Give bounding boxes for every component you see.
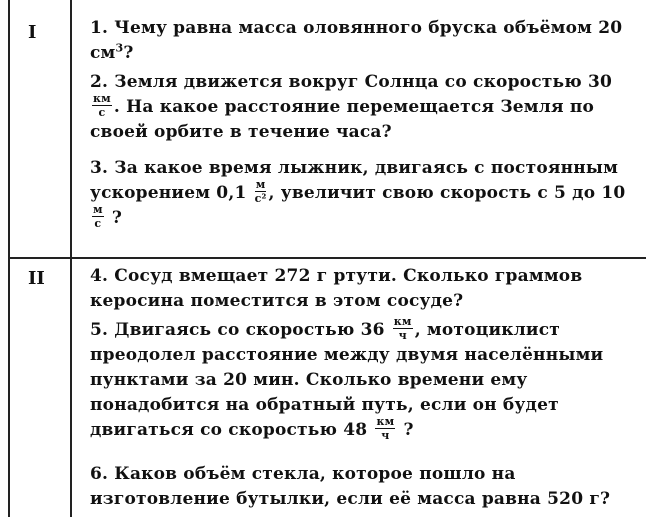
problem-2	[90, 70, 635, 145]
problem-text: . На какое расстояние перемещается Земля по своей орбите в течение часа?	[90, 97, 595, 142]
problem-text: , увеличит свою скорость с 5 до 10	[268, 183, 626, 203]
section-label-1: I	[28, 22, 37, 43]
unit-fraction	[92, 93, 112, 118]
unit-fraction	[375, 416, 395, 441]
superscript: 3	[115, 41, 124, 55]
problem-text: ?	[123, 43, 134, 63]
unit-fraction	[92, 204, 104, 229]
fraction-numerator: км	[93, 92, 111, 105]
problem-number: 2.	[90, 72, 109, 92]
row-divider	[8, 257, 646, 259]
problem-text: Сосуд вмещает 272 г ртути. Сколько граммов керосина поместится в этом сосуде?	[90, 266, 583, 311]
problem-number: 5.	[90, 320, 109, 340]
section-label-2: II	[28, 268, 45, 289]
fraction-denominator: ч	[381, 429, 390, 442]
problem-text: За какое время лыжник, двигаясь с постоянным ускорением 0,1	[90, 158, 619, 203]
fraction-numerator: м	[93, 203, 103, 216]
problem-text: ?	[403, 420, 414, 440]
unit-fraction	[255, 179, 267, 204]
problem-text: Каков объём стекла, которое пошло на изготовление бутылки, если её масса равна 520 г?	[90, 464, 611, 509]
problem-number: 3.	[90, 158, 109, 178]
problem-number: 1.	[90, 18, 109, 38]
problem-3	[90, 156, 635, 231]
problem-text: , мотоциклист преодолел расстояние между двумя населёнными пунктами за 20 мин. Сколько времени ему понадобится на обратный путь, если он будет двигаться со скоростью 48	[90, 320, 604, 440]
problem-5	[90, 315, 635, 443]
problem-text: ?	[111, 208, 123, 228]
fraction-denominator: с	[94, 217, 102, 230]
problem-6	[90, 462, 635, 512]
problem-text: Земля движется вокруг Солнца со скоростью 30	[114, 72, 613, 92]
problem-1	[90, 16, 635, 66]
fraction-numerator: км	[376, 415, 395, 428]
fraction-numerator: км	[393, 315, 412, 328]
problem-text: Двигаясь со скоростью 36	[114, 320, 385, 340]
fraction-denominator: ч	[398, 329, 407, 342]
problem-4	[90, 264, 635, 314]
fraction-denominator: с	[98, 106, 106, 119]
unit-fraction	[393, 316, 413, 341]
problem-text: Чему равна масса оловянного бруска объёмом 20 см	[90, 18, 623, 63]
fraction-denominator: с²	[254, 192, 267, 205]
problem-number: 6.	[90, 464, 109, 484]
problem-number: 4.	[90, 266, 109, 286]
fraction-numerator: м	[255, 178, 266, 191]
